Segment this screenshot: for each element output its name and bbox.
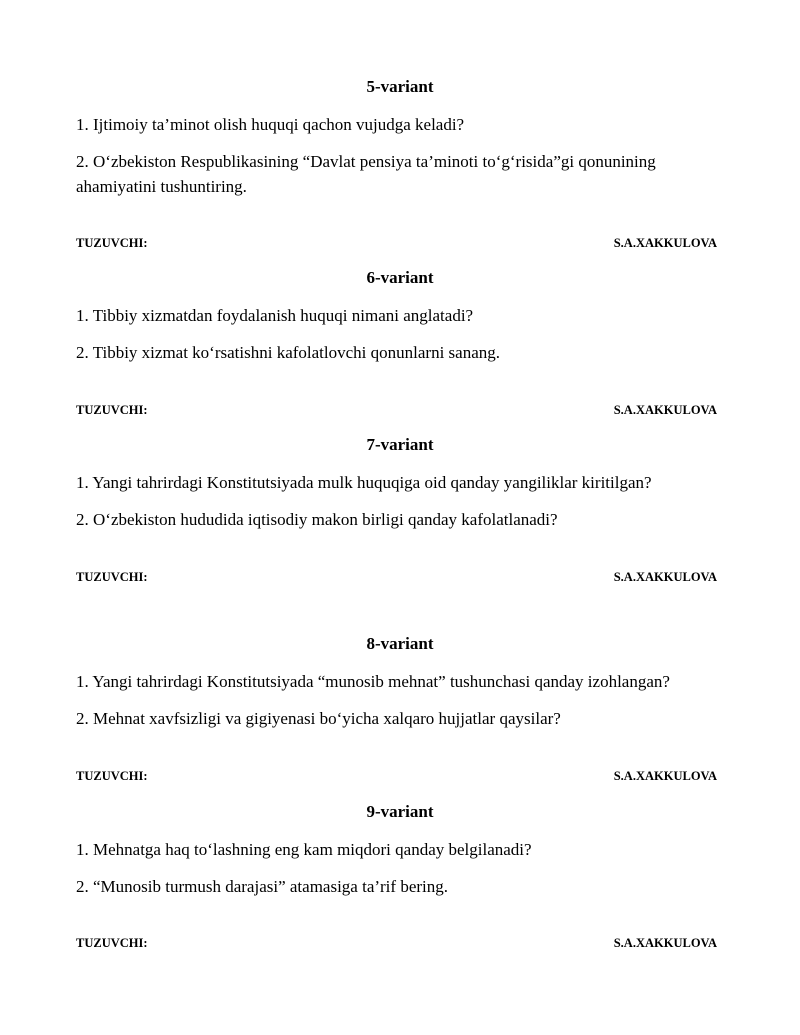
compiler-name: S.A.XAKKULOVA [613, 570, 717, 584]
compiler-signature [76, 402, 717, 418]
question-item: 2. Mehnat xavfsizligi va gigiyenasi bo‘yicha xalqaro hujjatlar qaysilar? [76, 709, 561, 728]
question-item: 2. Tibbiy xizmat ko‘rsatishni kafolatlovchi qonunlarni sanang. [76, 343, 501, 362]
compiler-name: S.A.XAKKULOVA [613, 769, 717, 783]
variant-heading: 5-variant [366, 77, 434, 96]
question-item: 1. Ijtimoiy ta’minot olish huquqi qachon vujudga keladi? [76, 115, 465, 134]
compiler-name: S.A.XAKKULOVA [613, 403, 717, 417]
compiler-label: TUZUVCHI: [76, 769, 148, 783]
question-item: 1. Yangi tahrirdagi Konstitutsiyada “munosib mehnat” tushunchasi qanday izohlangan? [76, 672, 670, 691]
question-item: 1. Tibbiy xizmatdan foydalanish huquqi nimani anglatadi? [76, 306, 474, 325]
compiler-signature [76, 935, 717, 951]
variant-heading: 9-variant [366, 802, 434, 821]
compiler-signature [76, 235, 717, 251]
question-item: 2. O‘zbekiston Respublikasining “Davlat pensiya ta’minoti to‘g‘risida”gi qonunining ahamiyatini tushuntiring. [76, 152, 656, 196]
question-item: 2. “Munosib turmush darajasi” atamasiga ta’rif bering. [76, 877, 448, 896]
compiler-signature [76, 569, 717, 585]
compiler-label: TUZUVCHI: [76, 236, 148, 250]
compiler-label: TUZUVCHI: [76, 570, 148, 584]
question-item: 1. Mehnatga haq to‘lashning eng kam miqdori qanday belgilanadi? [76, 840, 532, 859]
compiler-name: S.A.XAKKULOVA [613, 936, 717, 950]
variant-heading: 7-variant [366, 435, 434, 454]
variant-heading: 6-variant [366, 268, 434, 287]
question-item: 1. Yangi tahrirdagi Konstitutsiyada mulk huquqiga oid qanday yangiliklar kiritilgan? [76, 473, 652, 492]
compiler-signature [76, 768, 717, 784]
compiler-name: S.A.XAKKULOVA [613, 236, 717, 250]
compiler-label: TUZUVCHI: [76, 403, 148, 417]
question-item: 2. O‘zbekiston hududida iqtisodiy makon birligi qanday kafolatlanadi? [76, 510, 558, 529]
variant-heading: 8-variant [366, 634, 434, 653]
compiler-label: TUZUVCHI: [76, 936, 148, 950]
